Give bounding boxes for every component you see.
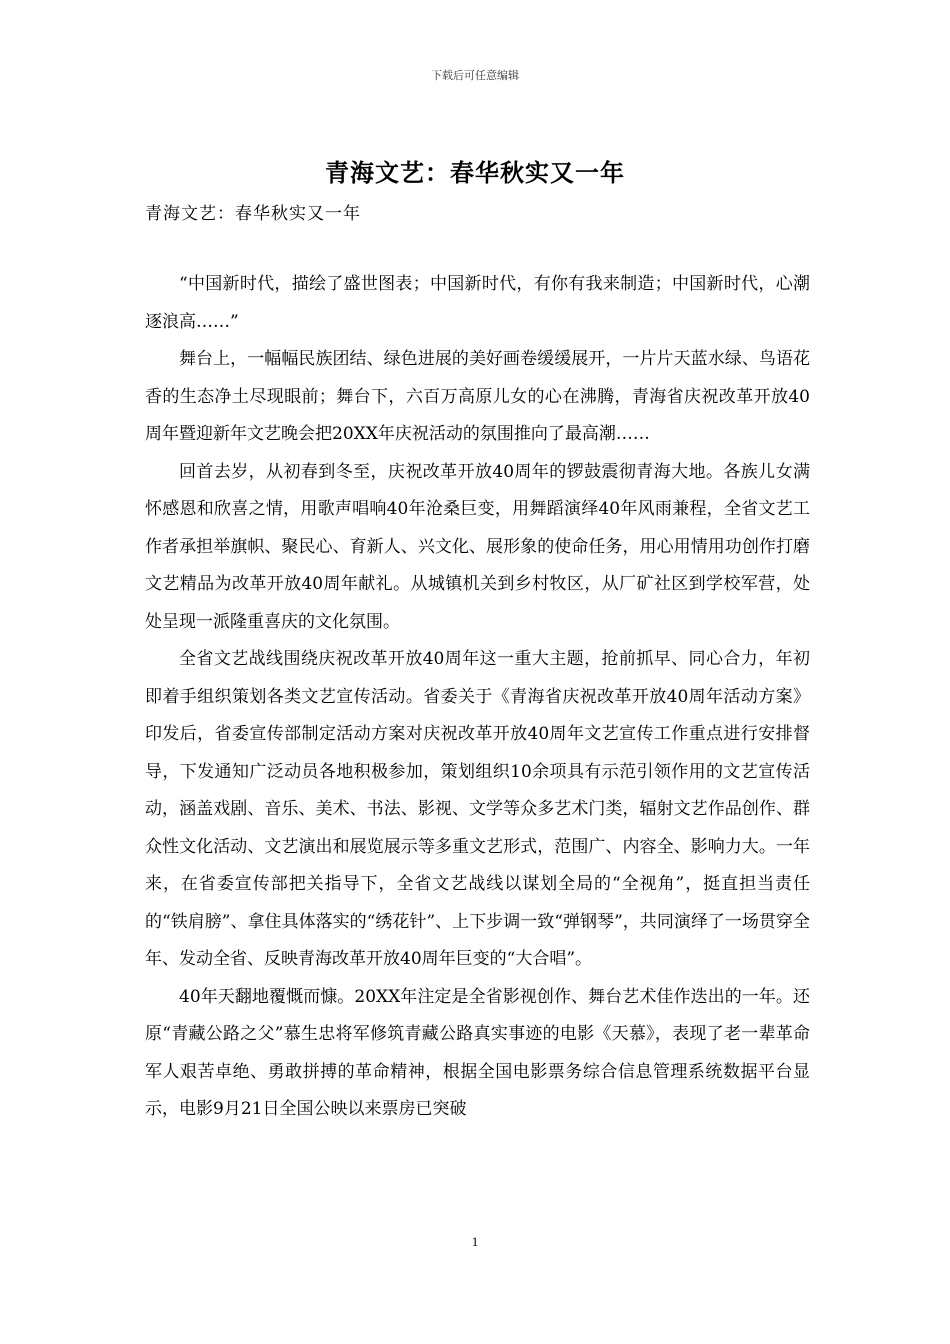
paragraph: 舞台上，一幅幅民族团结、绿色进展的美好画卷缓缓展开，一片片天蓝水绿、鸟语花香的生态净土尽现眼前；舞台下，六百万高原儿女的心在沸腾，青海省庆祝改革开放40周年暨迎新年文艺晚会把20XX年庆祝活动的氛围推向了最高潮…… [145, 349, 810, 444]
document-title: 青海文艺：春华秋实又一年 [325, 159, 625, 187]
paragraph: “中国新时代，描绘了盛世图表；中国新时代，有你有我来制造；中国新时代，心潮逐浪高……” [145, 274, 810, 332]
header-note: 下载后可任意编辑 [431, 69, 519, 82]
paragraph: 回首去岁，从初春到冬至，庆祝改革开放40周年的锣鼓震彻青海大地。各族儿女满怀感恩和欣喜之情，用歌声唱响40年沧桑巨变，用舞蹈演绎40年风雨兼程，全省文艺工作者承担举旗帜、聚民心、育新人、兴文化、展形象的使命任务，用心用情用功创作打磨文艺精品为改革开放40周年献礼。从城镇机关到乡村牧区，从厂矿社区到学校军营，处处呈现一派隆重喜庆的文化氛围。 [145, 461, 810, 632]
paragraph: 40年天翻地覆慨而慷。20XX年注定是全省影视创作、舞台艺术佳作迭出的一年。还原“青藏公路之父”慕生忠将军修筑青藏公路真实事迹的电影《天慕》，表现了老一辈革命军人艰苦卓绝、勇敢拼搏的革命精神，根据全国电影票务综合信息管理系统数据平台显示，电影9月21日全国公映以来票房已突破 [145, 986, 810, 1119]
page-number: 1 [471, 1234, 479, 1249]
paragraph: 全省文艺战线围绕庆祝改革开放40周年这一重大主题，抢前抓早、同心合力，年初即着手组织策划各类文艺宣传活动。省委关于《青海省庆祝改革开放40周年活动方案》印发后，省委宣传部制定活动方案对庆祝改革开放40周年文艺宣传工作重点进行安排督导，下发通知广泛动员各地积极参加，策划组织10余项具有示范引领作用的文艺宣传活动，涵盖戏剧、音乐、美术、书法、影视、文学等众多艺术门类，辐射文艺作品创作、群众性文化活动、文艺演出和展览展示等多重文艺形式，范围广、内容全、影响力大。一年来，在省委宣传部把关指导下，全省文艺战线以谋划全局的“全视角”，挺直担当责任的“铁肩膀”、拿住具体落实的“绣花针”、上下步调一致“弹钢琴”，共同演绎了一场贯穿全年、发动全省、反映青海改革开放40周年巨变的“大合唱”。 [145, 649, 810, 969]
document-body [145, 266, 810, 1129]
document-subtitle: 青海文艺：春华秋实又一年 [145, 204, 361, 224]
